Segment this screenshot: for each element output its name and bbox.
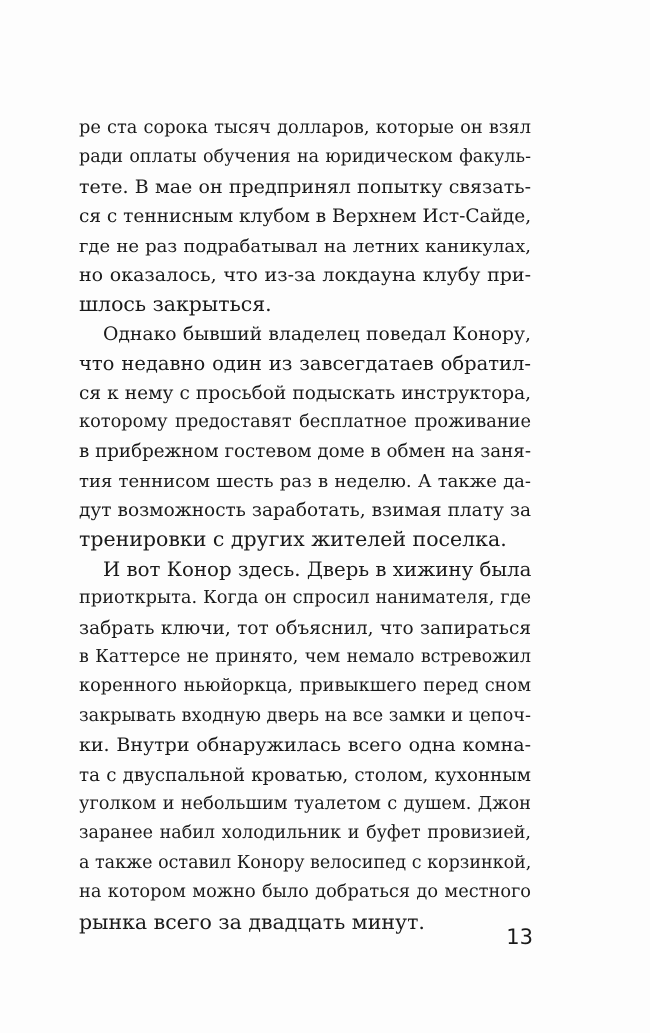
text-line: в Каттерсе не принято, чем немало встревожил (79, 647, 531, 668)
text-line: тренировки с других жителей поселка. (79, 527, 507, 552)
text-line: но оказалось, что из-за локдауна клубу при- (79, 263, 531, 286)
text-line: забрать ключи, тот объяснил, что запираться (79, 617, 531, 639)
text-line: а также оставил Конору велосипед с корзинкой, (79, 852, 532, 873)
text-line: что недавно один из завсегдатаев обратил- (79, 352, 531, 376)
text-line: на котором можно было добраться до местного (79, 882, 531, 903)
text-line: И вот Конор здесь. Дверь в хижину была (103, 557, 532, 581)
text-line: в прибрежном гостевом доме в обмен на заня- (79, 441, 531, 463)
text-line: ся с теннисным клубом в Верхнем Ист-Сайде, (79, 206, 532, 228)
text-line: шлось закрыться. (79, 292, 272, 317)
text-line: тия теннисом шесть раз в неделю. А также да- (79, 470, 531, 492)
text-line: уголком и небольшим туалетом с душем. Джон (79, 793, 531, 814)
text-line: коренного ньюйоркца, привыкшего перед сном (79, 676, 531, 697)
text-line: Однако бывший владелец поведал Конору, (103, 323, 531, 345)
text-line: тете. В мае он предпринял попытку связать- (79, 175, 531, 198)
text-line: ре ста сорока тысяч долларов, которые он взял (79, 118, 531, 138)
text-line: дут возможность заработать, взимая плату за (79, 500, 531, 522)
page-number: 13 (506, 925, 533, 949)
text-line: та с двуспальной кроватью, столом, кухонным (79, 764, 531, 786)
body-text (79, 114, 531, 937)
text-line: заранее набил холодильник и буфет провизией, (79, 823, 531, 844)
text-line: рынка всего за двадцать минут. (79, 909, 425, 934)
text-line: ся к нему с просьбой подыскать инструктора, (79, 382, 531, 404)
text-line: которому предоставят бесплатное проживание (79, 411, 531, 432)
text-line: закрывать входную дверь на все замки и цепоч- (79, 705, 532, 726)
text-line: ради оплаты обучения на юридическом факуль- (79, 147, 531, 168)
text-line: где не раз подрабатывал на летних каникулах, (79, 235, 531, 257)
text-line: ки. Внутри обнаружилась всего одна комна- (79, 734, 531, 757)
text-line: приоткрыта. Когда он спросил нанимателя, где (79, 588, 531, 609)
